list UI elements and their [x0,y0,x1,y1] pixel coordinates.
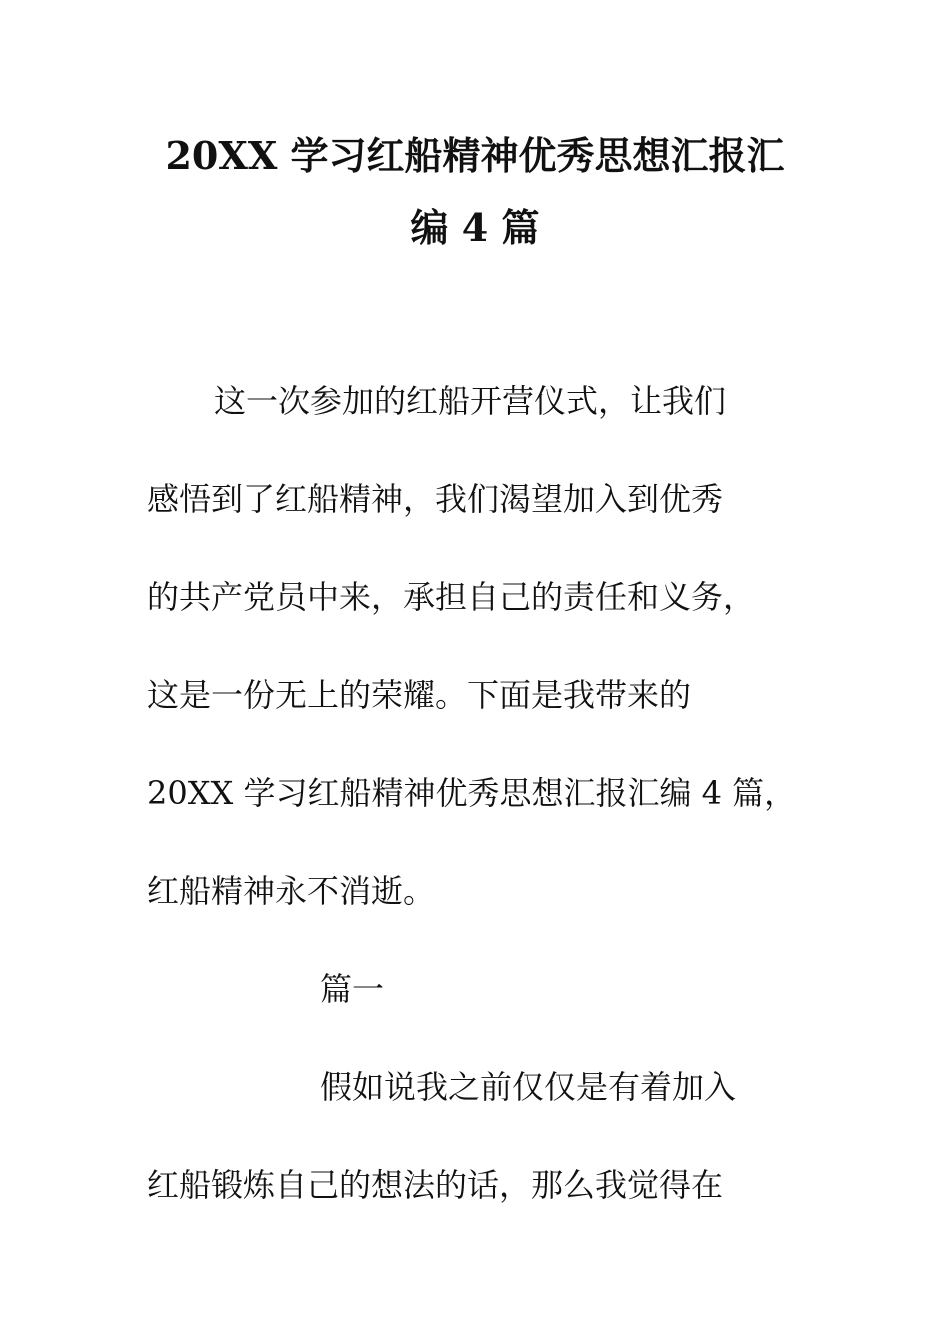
body-line-5: 20XX 学习红船精神优秀思想汇报汇编 4 篇， [147,774,797,812]
body-line-3: 的共产党员中来，承担自己的责任和义务， [147,578,756,616]
body-line-6: 红船精神永不消逝。 [147,872,436,910]
body-line-4: 这是一份无上的荣耀。下面是我带来的 [147,676,692,714]
document-title-line-1: 20XX 学习红船精神优秀思想汇报汇 [165,133,785,178]
body-line-8: 假如说我之前仅仅是有着加入 [320,1068,737,1106]
body-line-2: 感悟到了红船精神，我们渴望加入到优秀 [147,480,724,518]
section-heading: 篇一 [320,970,385,1008]
body-line-1: 这一次参加的红船开营仪式，让我们 [214,382,727,420]
body-line-9: 红船锻炼自己的想法的话，那么我觉得在 [147,1166,724,1204]
document-title-line-2: 编 4 篇 [410,205,540,250]
